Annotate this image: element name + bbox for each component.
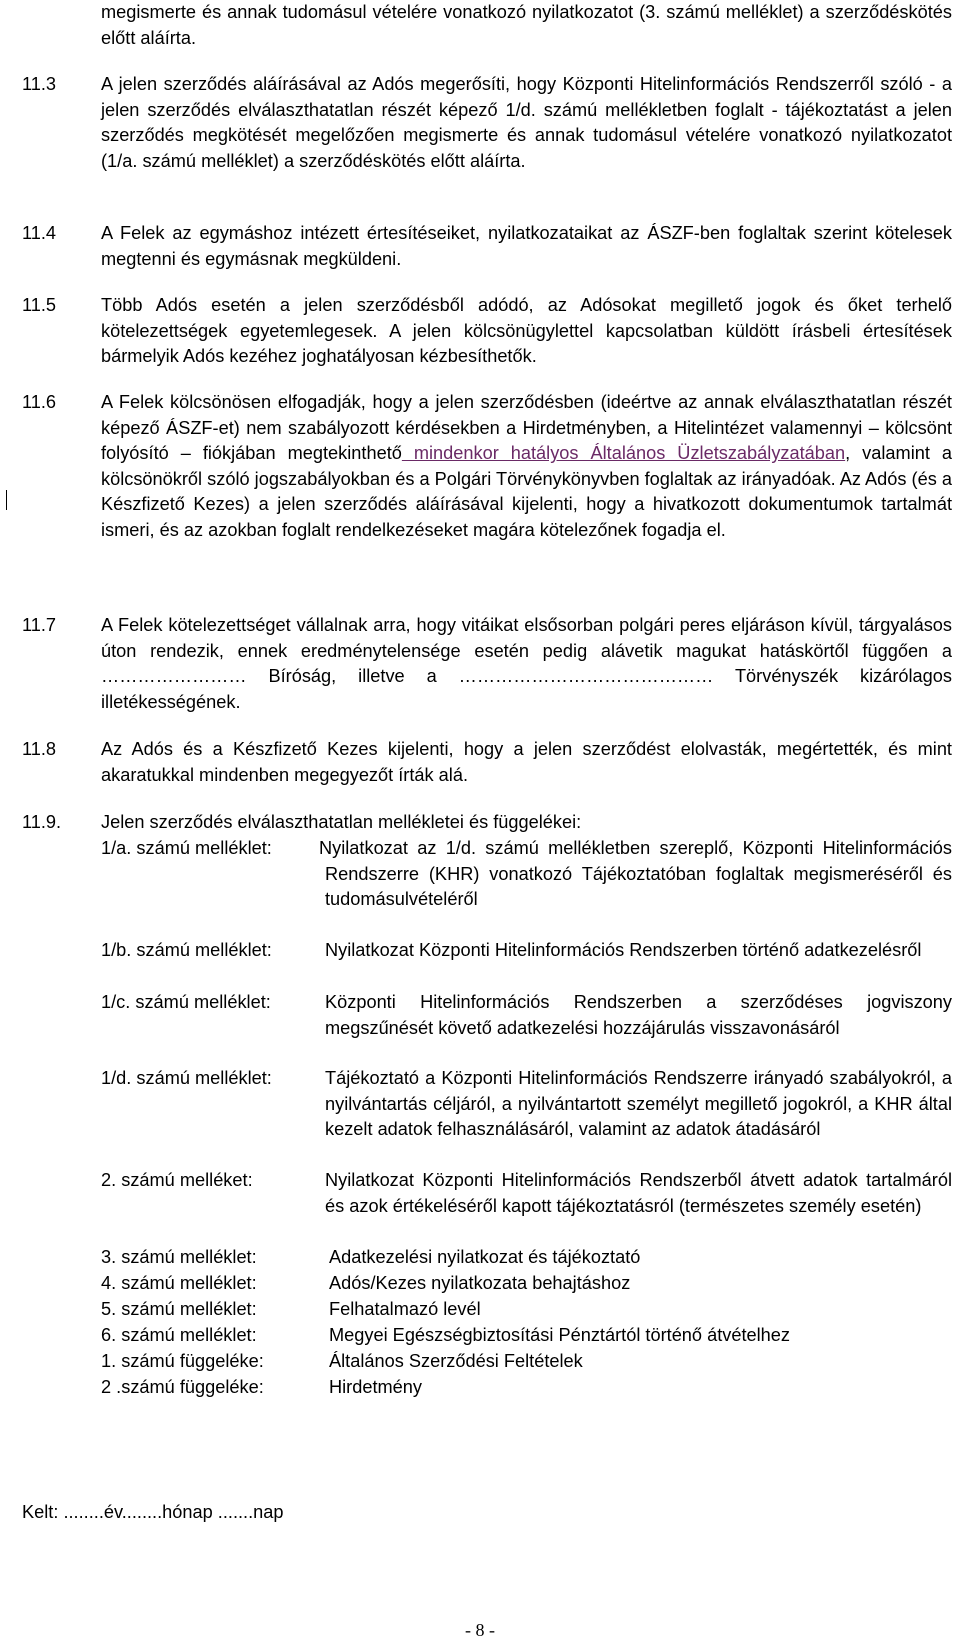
section-text: A jelen szerződés aláírásával az Adós megerősíti, hogy Központi Hitelinformációs Rendszerről szóló - a jelen szerződés elválaszthatatlan részét képező 1/d. számú mellékletben foglalt - tájékoztatást a jelen szerződés megkötését megelőzően megismerte és annak tudomásul vételére vonatkozó nyilatkozatot (1/a. számú melléklet) a szerződéskötés előtt aláírta. [101,74,952,171]
annex-text: Általános Szerződési Feltételek [329,1351,583,1371]
annex-label: 1/a. számú melléklet: [101,838,272,858]
section-text [101,390,952,544]
annex-text: Központi Hitelinformációs Rendszerben a szerződéses jogviszony megszűnését követő adatkezelési hozzájárulás visszavonásáról [325,992,952,1038]
intro-paragraph [101,0,952,51]
annex-label: 1/d. számú melléklet: [101,1068,272,1088]
section-text: Több Adós esetén a jelen szerződésből adódó, az Adósokat megillető jogok és őket terhelő kötelezettségek egyetemlegesek. A jelen kölcsönügylettel kapcsolatban küldött írásbeli értesítések bármelyik Adós kezéhez joghatályosan kézbesíthetők. [101,295,952,367]
intro-text: megismerte és annak tudomásul vételére vonatkozó nyilatkozatot (3. számú melléklet) a szerződéskötés előtt aláírta. [101,2,952,48]
section-number: 11.8 [22,739,57,759]
place-date-line: Kelt: ........év........hónap .......nap [22,1502,284,1522]
section-text: A Felek kötelezettséget vállalnak arra, hogy vitáikat elsősorban polgári peres eljáráson kívül, tárgyalásos úton rendezik, ennek eredménytelensége esetén pedig alávetik magukat hatáskörtől függően a …………………… Bíróság, illetve a …………………………………… Törvényszék kizárólagos illetékességének. [101,615,952,712]
annex-text: Hirdetmény [329,1377,422,1397]
section-text-after-link: , valamint a kölcsönökről szóló jogszabályokban és a Polgári Törvénykönyvben foglaltak az irányadóak. Az Adós (és a Készfizető Kezes) a jelen szerződés aláírásával kijelenti, hogy a hivatkozott dokumentumok tartalmát ismeri, és az azokban foglalt rendelkezéseket magára kötelezőnek fogadja el. [101,443,953,540]
section-number: 11.4 [22,223,57,243]
annex-label: 1/c. számú melléklet: [101,992,271,1012]
annex-label: 1. számú függeléke: [101,1351,264,1371]
annex-label: 2. számú melléket: [101,1170,253,1190]
annex-text: Nyilatkozat Központi Hitelinformációs Rendszerből átvett adatok tartalmáról és azok értékeléséről kapott tájékoztatásról (természetes személy esetén) [325,1170,952,1216]
annex-label: 6. számú melléklet: [101,1325,257,1345]
section-number: 11.5 [22,295,57,315]
annex-text: Megyei Egészségbiztosítási Pénztártól történő átvételhez [329,1325,791,1345]
annex-label: 4. számú melléklet: [101,1273,257,1293]
section-number: 11.3 [22,74,57,94]
section-text-before-link: A Felek kölcsönösen elfogadják, hogy a jelen szerződésben (ideértve az annak elválaszthatatlan részét képező ÁSZF-et) nem szabályozott kérdésekben a Hirdetményben, a Hitelintézet valamennyi – kölcsönt folyósító – fiókjában megtekinthető [101,392,952,464]
annex-text: Nyilatkozat Központi Hitelinformációs Rendszerben történő adatkezelésről [325,940,922,960]
annex-label: 5. számú melléklet: [101,1299,257,1319]
section-number: 11.7 [22,615,57,635]
annex-label: 3. számú melléklet: [101,1247,257,1267]
general-business-rules-link[interactable]: mindenkor hatályos Általános Üzletszabályzatában [401,443,846,464]
page-number: - 8 - [465,1620,495,1640]
revision-change-bar [6,490,7,510]
section-text: A Felek az egymáshoz intézett értesítéseiket, nyilatkozataikat az ÁSZF-ben foglaltak szerint kötelesek megtenni és egymásnak megküldeni. [101,223,952,269]
annex-text: Felhatalmazó levél [329,1299,481,1319]
annex-label: 1/b. számú melléklet: [101,940,272,960]
annex-text: Tájékoztató a Központi Hitelinformációs Rendszerre irányadó szabályokról, a nyilvántartás céljáról, a nyilvántartott személyt megillető jogokról, a KHR által kezelt adatok felhasználásáról, valamint az adatok átadásáról [325,1068,952,1140]
section-number: 11.9. [22,812,62,832]
section-text: Az Adós és a Készfizető Kezes kijelenti, hogy a jelen szerződést elolvasták, megértették, és mint akaratukkal mindenben megegyezőt írták alá. [101,739,952,785]
annex-label: 2 .számú függeléke: [101,1377,264,1397]
annex-text: Adatkezelési nyilatkozat és tájékoztató [329,1247,641,1267]
section-text: Jelen szerződés elválaszthatatlan mellékletei és függelékei: [101,812,582,832]
section-number: 11.6 [22,392,57,412]
annex-text: Nyilatkozat az 1/d. számú mellékletben szereplő, Központi Hitelinformációs Rendszerre (KHR) vonatkozó Tájékoztatóban foglaltak megismeréséről és tudomásulvételéről [319,838,952,910]
annex-text: Adós/Kezes nyilatkozata behajtáshoz [329,1273,631,1293]
